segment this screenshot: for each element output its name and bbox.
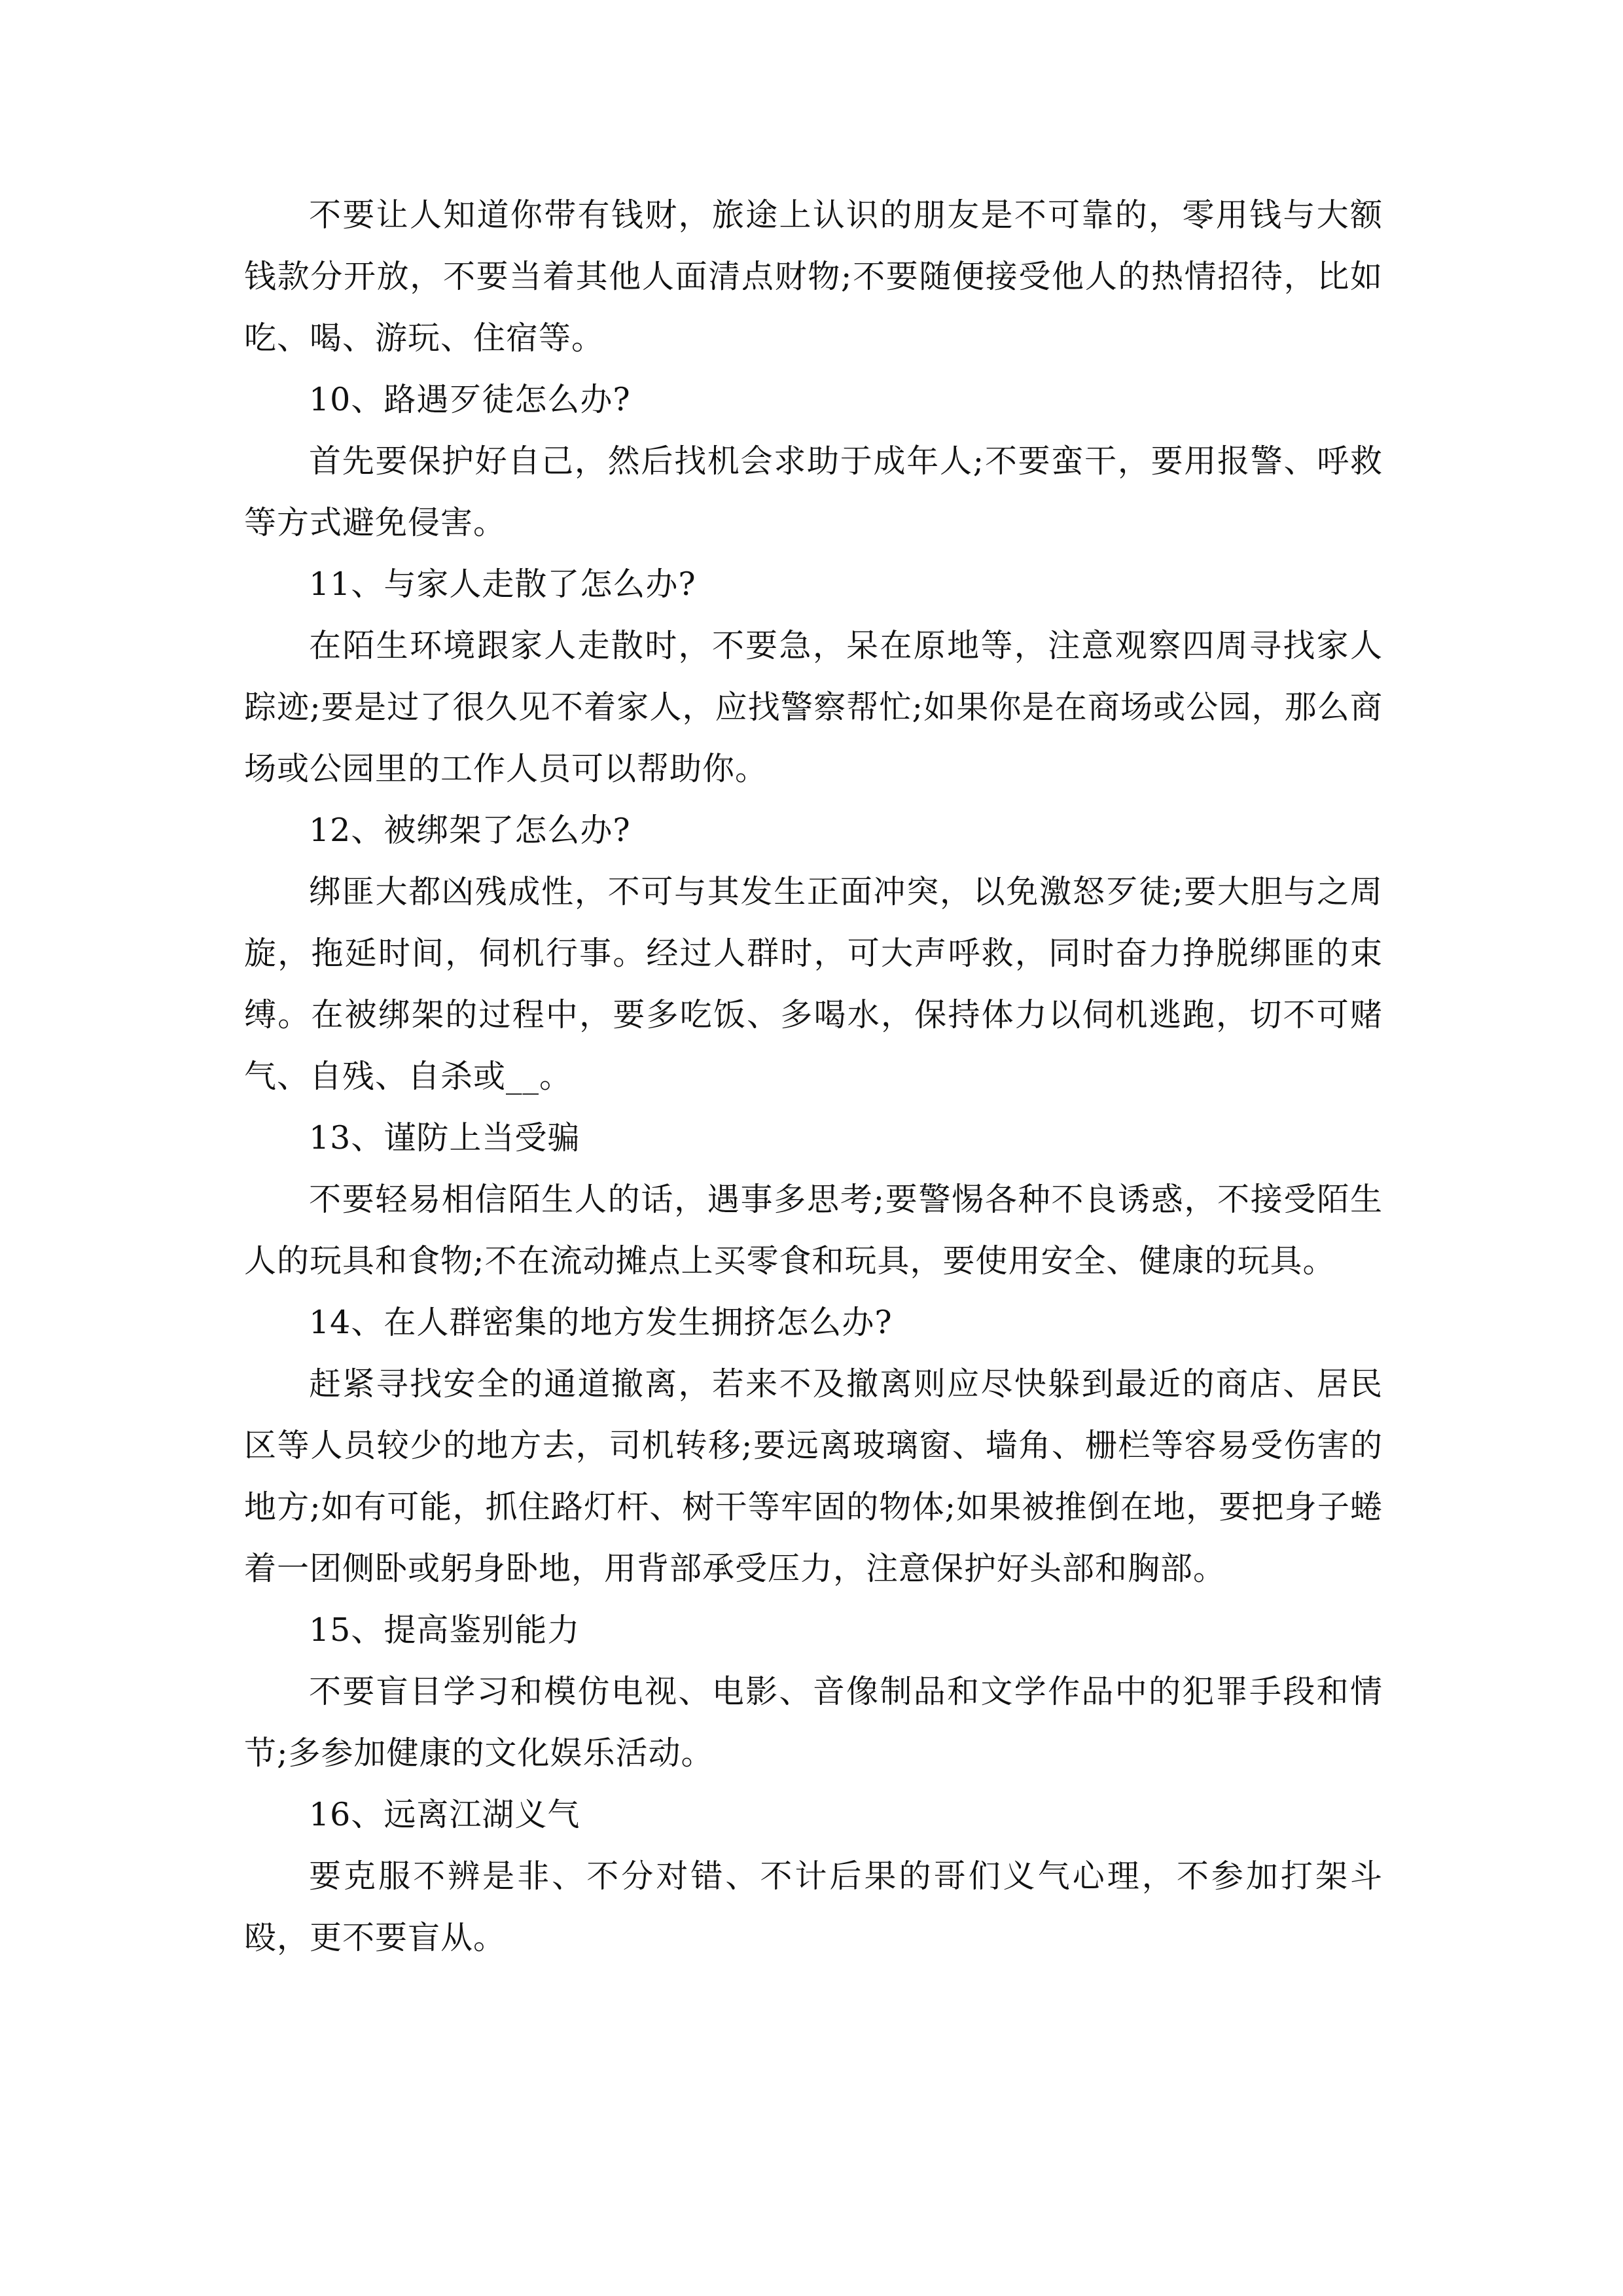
paragraph-robber: 首先要保护好自己，然后找机会求助于成年人;不要蛮干，要用报警、呼救等方式避免侵害。	[244, 442, 1383, 541]
paragraph-crowd: 赶紧寻找安全的通道撤离，若来不及撤离则应尽快躲到最近的商店、居民区等人员较少的地方去，司机转移;要远离玻璃窗、墙角、栅栏等容易受伤害的地方;如有可能，抓住路灯杆、树干等牢固的物体;如果被推倒在地，要把身子蜷着一团侧卧或躬身卧地，用背部承受压力，注意保护好头部和胸部。	[244, 1365, 1383, 1587]
paragraph-kidnap: 绑匪大都凶残成性，不可与其发生正面冲突，以免激怒歹徒;要大胆与之周旋，拖延时间，伺机行事。经过人群时，可大声呼救，同时奋力挣脱绑匪的束缚。在被绑架的过程中，要多吃饭、多喝水，保持体力以伺机逃跑，切不可赌气、自残、自杀或__。	[244, 873, 1383, 1095]
paragraph-brotherhood: 要克服不辨是非、不分对错、不计后果的哥们义气心理，不参加打架斗殴，更不要盲从。	[244, 1857, 1383, 1956]
paragraph-fraud: 不要轻易相信陌生人的话，遇事多思考;要警惕各种不良诱惑，不接受陌生人的玩具和食物;不在流动摊点上买零食和玩具，要使用安全、健康的玩具。	[244, 1181, 1383, 1280]
section-heading-16: 16、远离江湖义气	[309, 1796, 580, 1833]
section-heading-15: 15、提高鉴别能力	[309, 1611, 580, 1649]
section-heading-11: 11、与家人走散了怎么办?	[309, 565, 696, 603]
paragraph-travel-money: 不要让人知道你带有钱财，旅途上认识的朋友是不可靠的，零用钱与大额钱款分开放，不要当着其他人面清点财物;不要随便接受他人的热情招待，比如吃、喝、游玩、住宿等。	[244, 196, 1383, 357]
paragraph-discernment: 不要盲目学习和模仿电视、电影、音像制品和文学作品中的犯罪手段和情节;多参加健康的文化娱乐活动。	[244, 1673, 1383, 1772]
section-heading-10: 10、路遇歹徒怎么办?	[309, 381, 631, 418]
section-heading-12: 12、被绑架了怎么办?	[309, 812, 631, 849]
paragraph-lost-family: 在陌生环境跟家人走散时，不要急，呆在原地等，注意观察四周寻找家人踪迹;要是过了很久见不着家人，应找警察帮忙;如果你是在商场或公园，那么商场或公园里的工作人员可以帮助你。	[244, 627, 1383, 787]
document-body	[244, 185, 1383, 1969]
section-heading-13: 13、谨防上当受骗	[309, 1119, 580, 1157]
section-heading-14: 14、在人群密集的地方发生拥挤怎么办?	[309, 1304, 893, 1341]
